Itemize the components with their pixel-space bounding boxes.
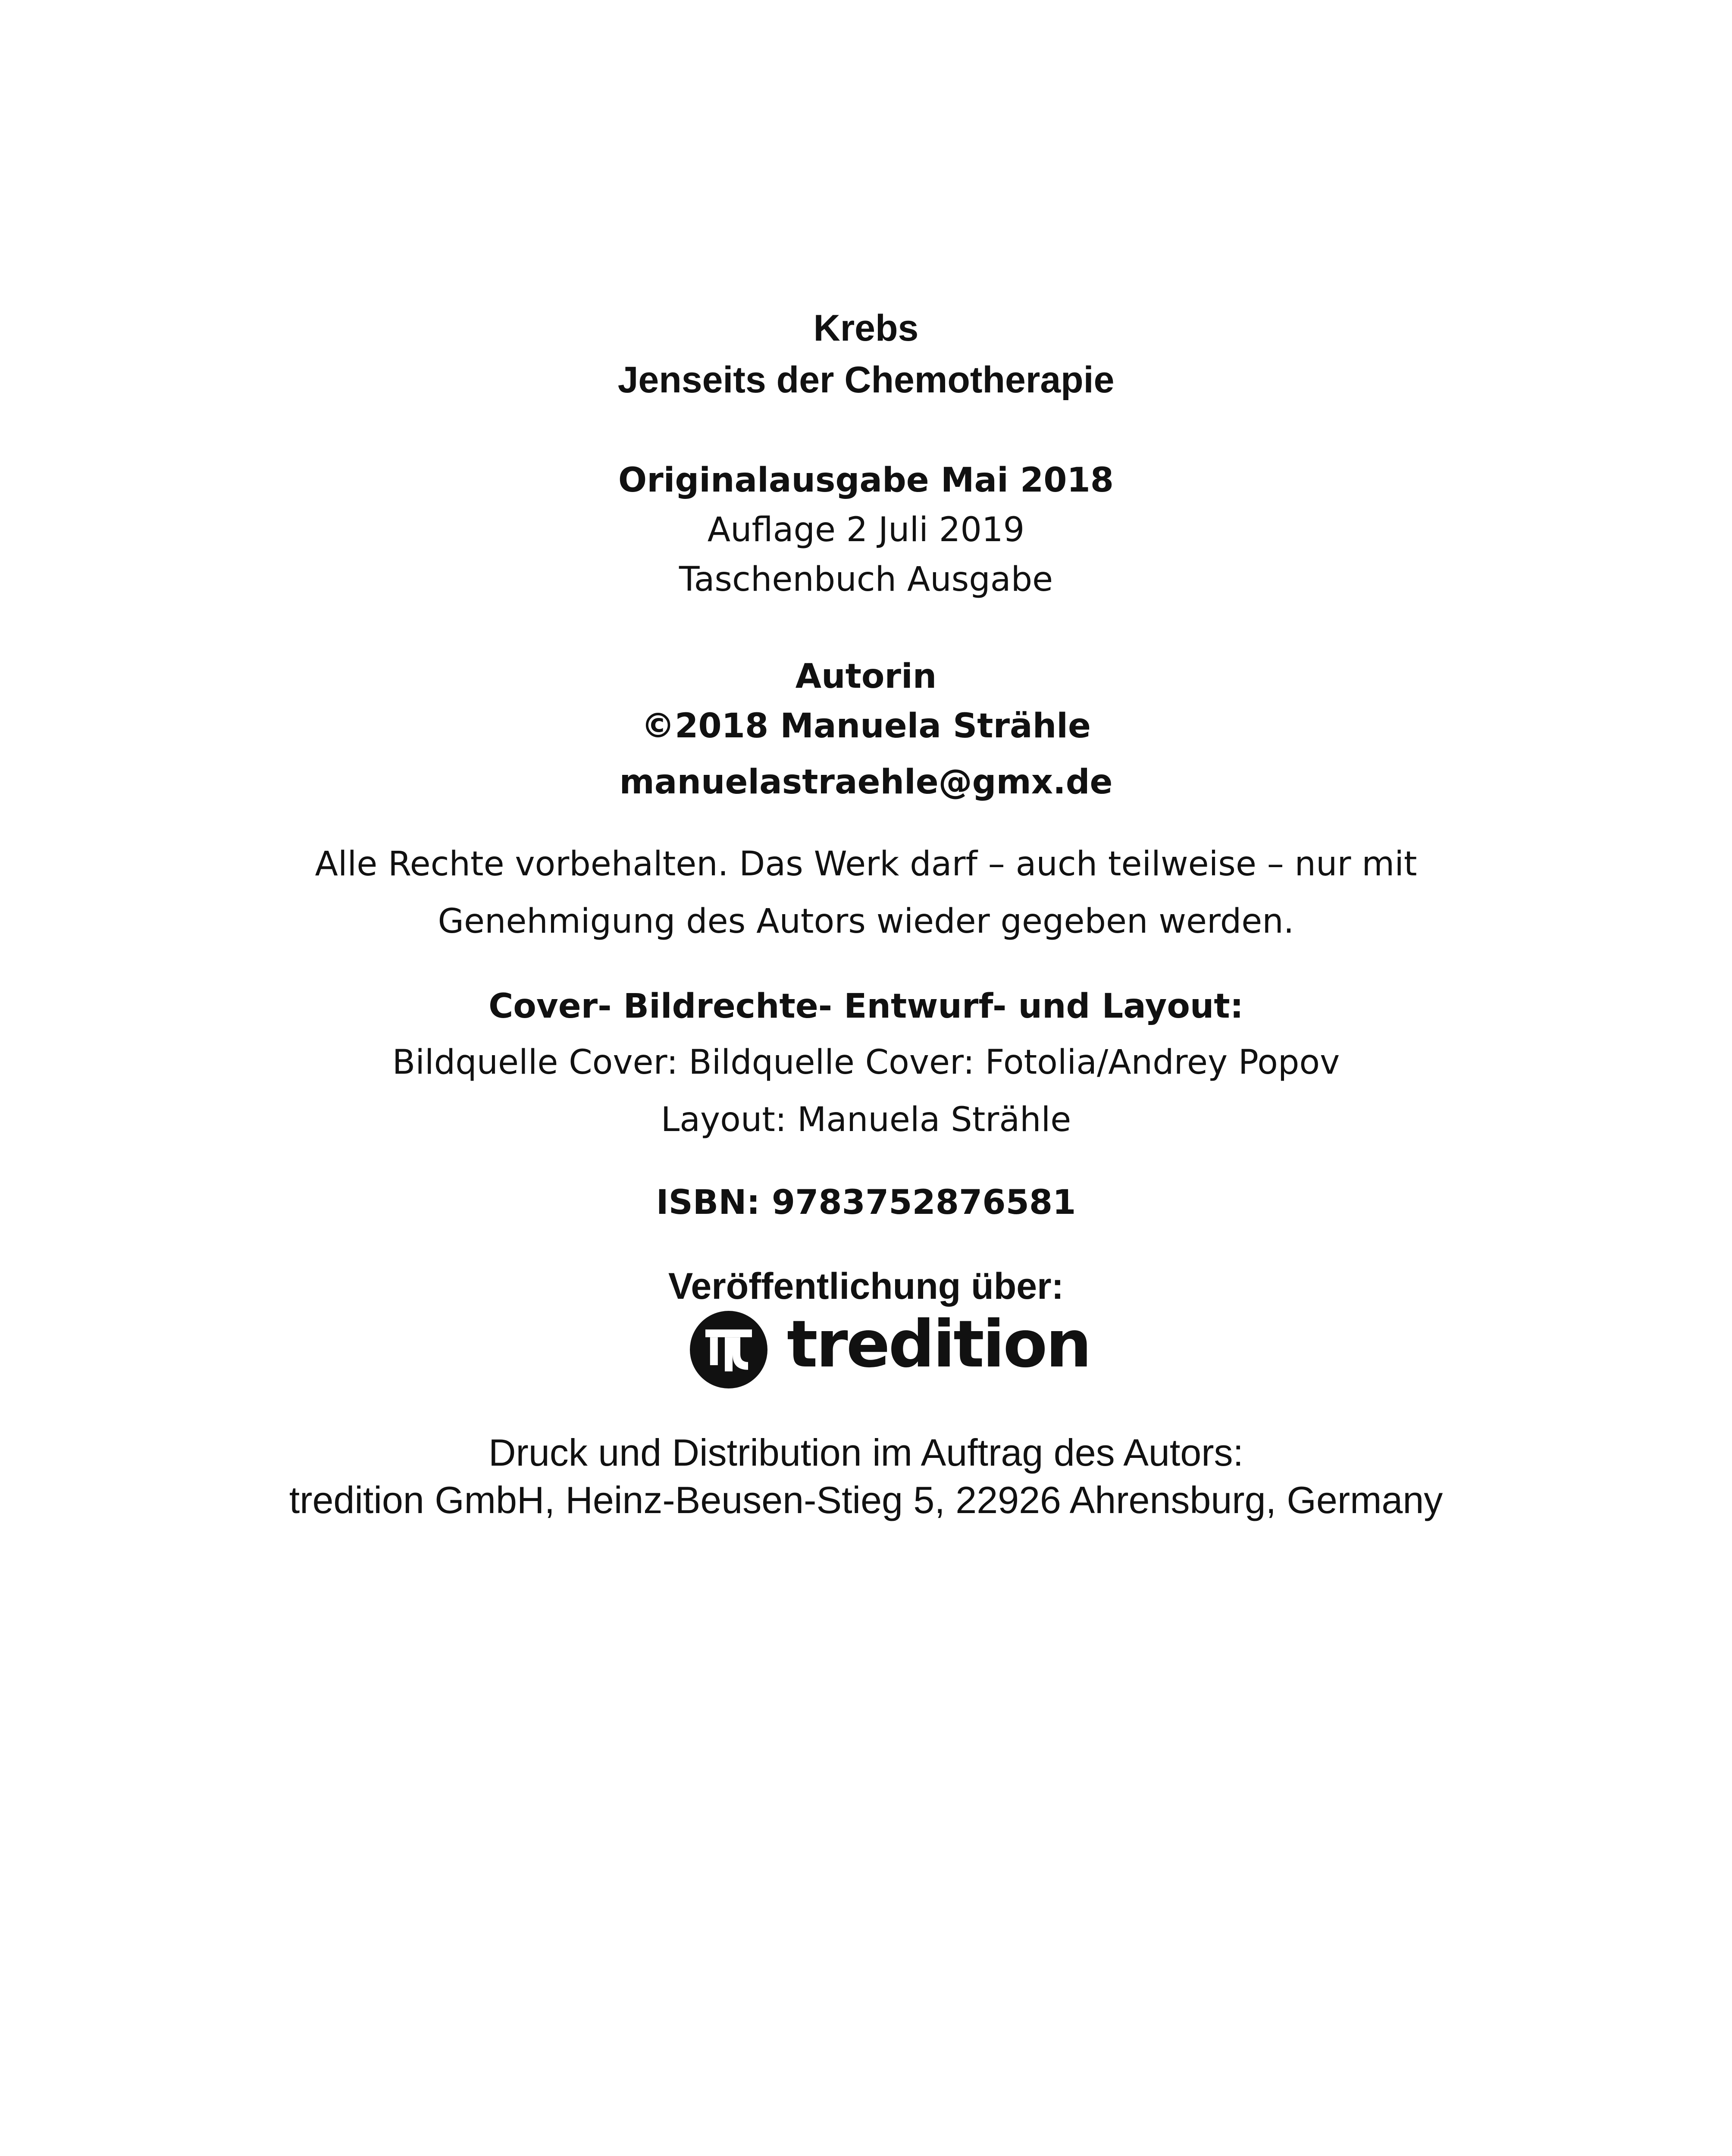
cover-layout: Layout: Manuela Strähle: [661, 1100, 1071, 1139]
reprint-edition: Auflage 2 Juli 2019: [707, 511, 1025, 549]
rights-line-1: Alle Rechte vorbehalten. Das Werk darf – auch teilweise – nur mit: [315, 845, 1417, 884]
author-email: manuelastraehle@gmx.de: [619, 763, 1113, 802]
cover-image-source: Bildquelle Cover: Bildquelle Cover: Fotolia/Andrey Popov: [392, 1043, 1340, 1082]
author-copyright: ©2018 Manuela Strähle: [641, 707, 1091, 746]
edition-format: Taschenbuch Ausgabe: [679, 560, 1053, 599]
tredition-logo-text: tredition: [787, 1307, 1090, 1382]
distribution-line-1: Druck und Distribution im Auftrag des Autors:: [488, 1431, 1244, 1474]
author-label: Autorin: [795, 657, 937, 696]
book-title: Krebs: [813, 307, 919, 349]
original-edition: Originalausgabe Mai 2018: [618, 461, 1114, 500]
publisher-heading: Veröffentlichung über:: [668, 1266, 1064, 1307]
cover-heading: Cover- Bildrechte- Entwurf- und Layout:: [489, 987, 1243, 1026]
rights-line-2: Genehmigung des Autors wieder gegeben werden.: [438, 902, 1294, 941]
tredition-logo: [690, 1307, 1090, 1391]
tredition-logo-icon: [690, 1311, 767, 1388]
isbn: ISBN: 9783752876581: [656, 1183, 1076, 1222]
book-subtitle: Jenseits der Chemotherapie: [617, 359, 1115, 401]
distribution-line-2: tredition GmbH, Heinz-Beusen-Stieg 5, 22926 Ahrensburg, Germany: [289, 1479, 1443, 1521]
